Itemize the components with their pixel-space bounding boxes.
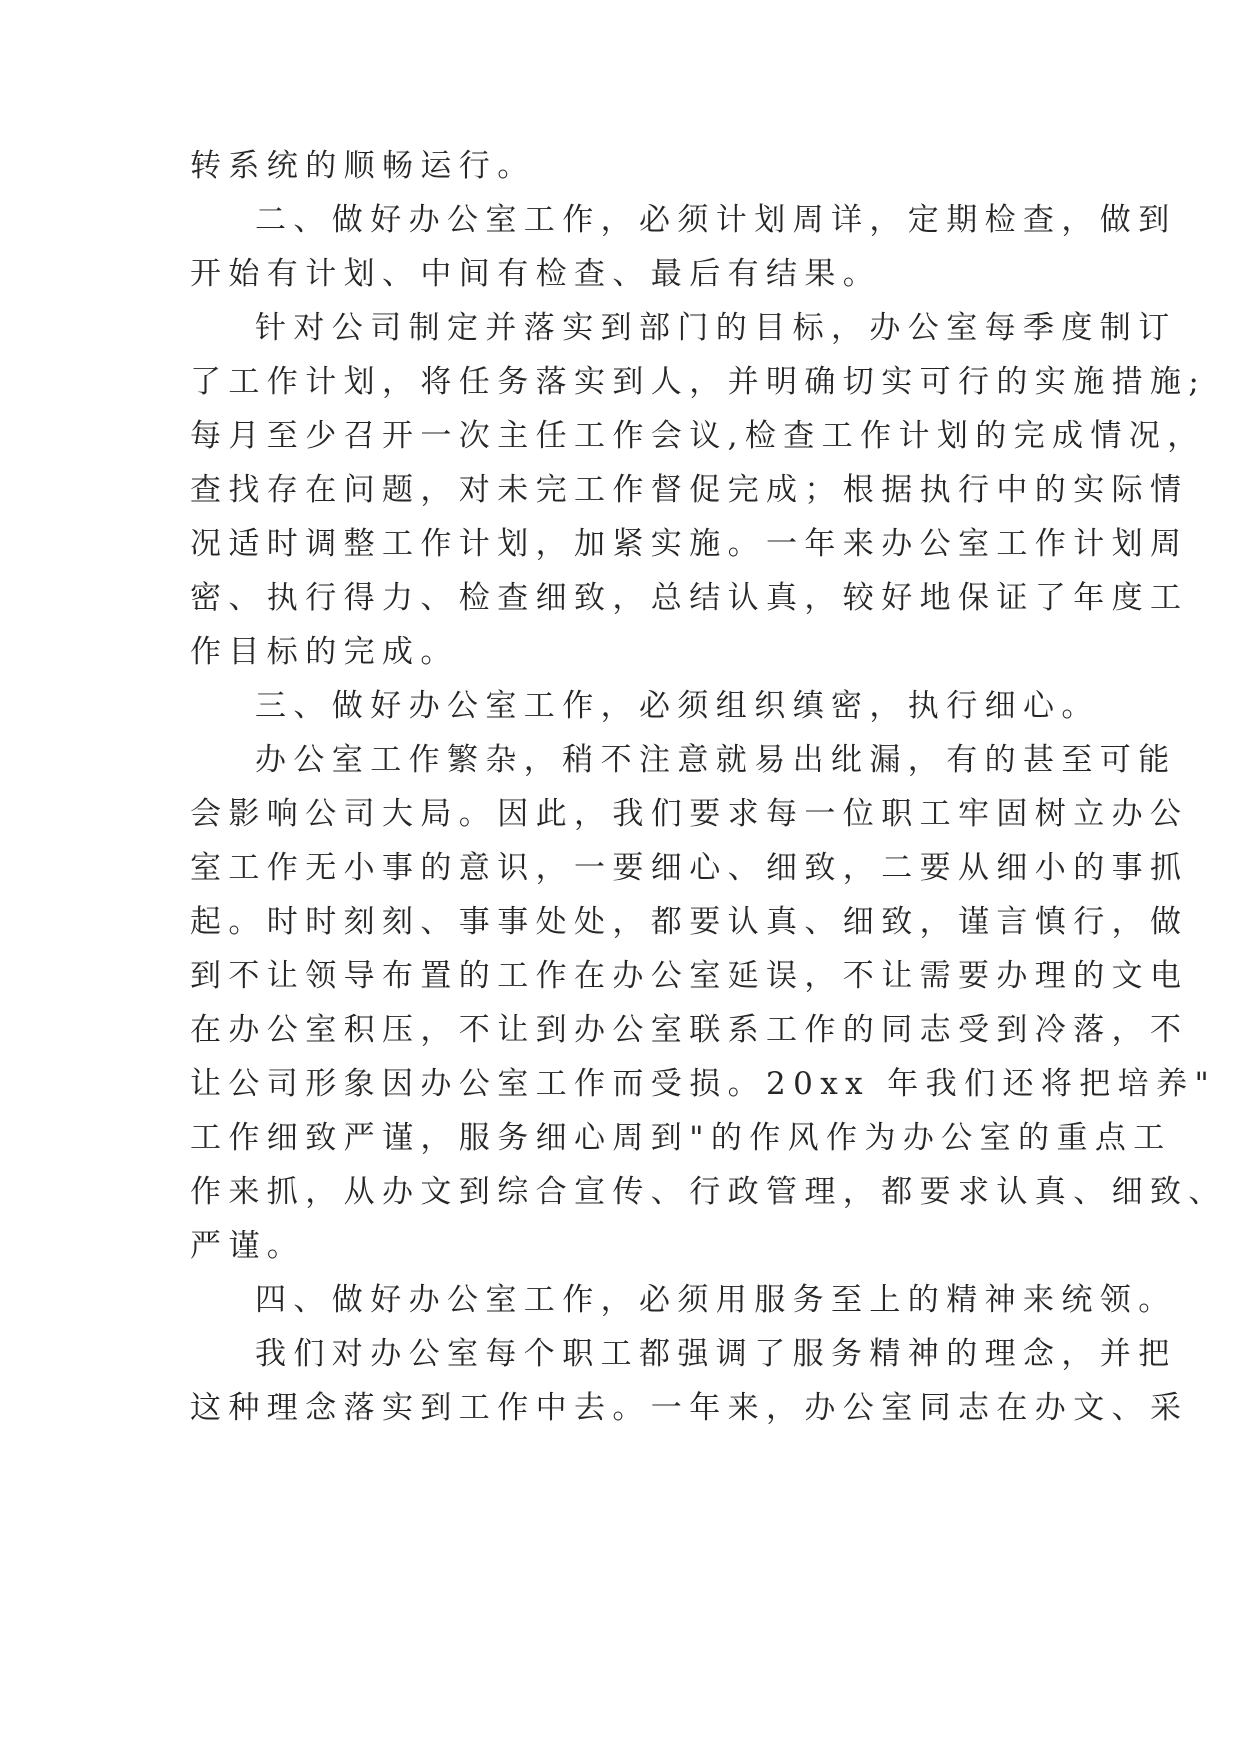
text-line: 严谨。	[190, 1228, 306, 1264]
text-line: 工作细致严谨，服务细心周到"的作风作为办公室的重点工	[190, 1120, 1172, 1156]
text-line: 起。时时刻刻、事事处处，都要认真、细致，谨言慎行，做	[190, 904, 1189, 940]
text-line: 况适时调整工作计划，加紧实施。一年来办公室工作计划周	[190, 526, 1189, 562]
text-line: 在办公室积压，不让到办公室联系工作的同志受到冷落，不	[190, 1012, 1189, 1048]
text-line: 到不让领导布置的工作在办公室延误，不让需要办理的文电	[190, 958, 1189, 994]
text-line: 每月至少召开一次主任工作会议,检查工作计划的完成情况，	[190, 418, 1206, 454]
text-line: 这种理念落实到工作中去。一年来，办公室同志在办文、采	[190, 1390, 1189, 1426]
text-line: 会影响公司大局。因此，我们要求每一位职工牢固树立办公	[190, 796, 1189, 832]
text-line: 针对公司制定并落实到部门的目标，办公室每季度制订	[255, 310, 1177, 346]
heading-section-three: 三、做好办公室工作，必须组织缜密，执行细心。	[255, 688, 1100, 724]
text-line: 作目标的完成。	[190, 634, 459, 670]
text-line: 我们对办公室每个职工都强调了服务精神的理念，并把	[255, 1336, 1177, 1372]
text-line: 转系统的顺畅运行。	[190, 148, 536, 184]
heading-section-two: 二、做好办公室工作，必须计划周详，定期检查，做到	[255, 202, 1177, 238]
text-line: 了工作计划，将任务落实到人，并明确切实可行的实施措施;	[190, 364, 1207, 400]
text-line: 室工作无小事的意识，一要细心、细致，二要从细小的事抓	[190, 850, 1189, 886]
text-line: 让公司形象因办公室工作而受损。20xx 年我们还将把培养"	[190, 1066, 1217, 1102]
text-line: 作来抓，从办文到综合宣传、行政管理，都要求认真、细致、	[190, 1174, 1227, 1210]
heading-section-four: 四、做好办公室工作，必须用服务至上的精神来统领。	[255, 1282, 1177, 1318]
text-line: 开始有计划、中间有检查、最后有结果。	[190, 256, 882, 292]
text-line: 密、执行得力、检查细致，总结认真，较好地保证了年度工	[190, 580, 1189, 616]
text-line: 查找存在问题，对未完工作督促完成；根据执行中的实际情	[190, 472, 1189, 508]
text-line: 办公室工作繁杂，稍不注意就易出纰漏，有的甚至可能	[255, 742, 1177, 778]
